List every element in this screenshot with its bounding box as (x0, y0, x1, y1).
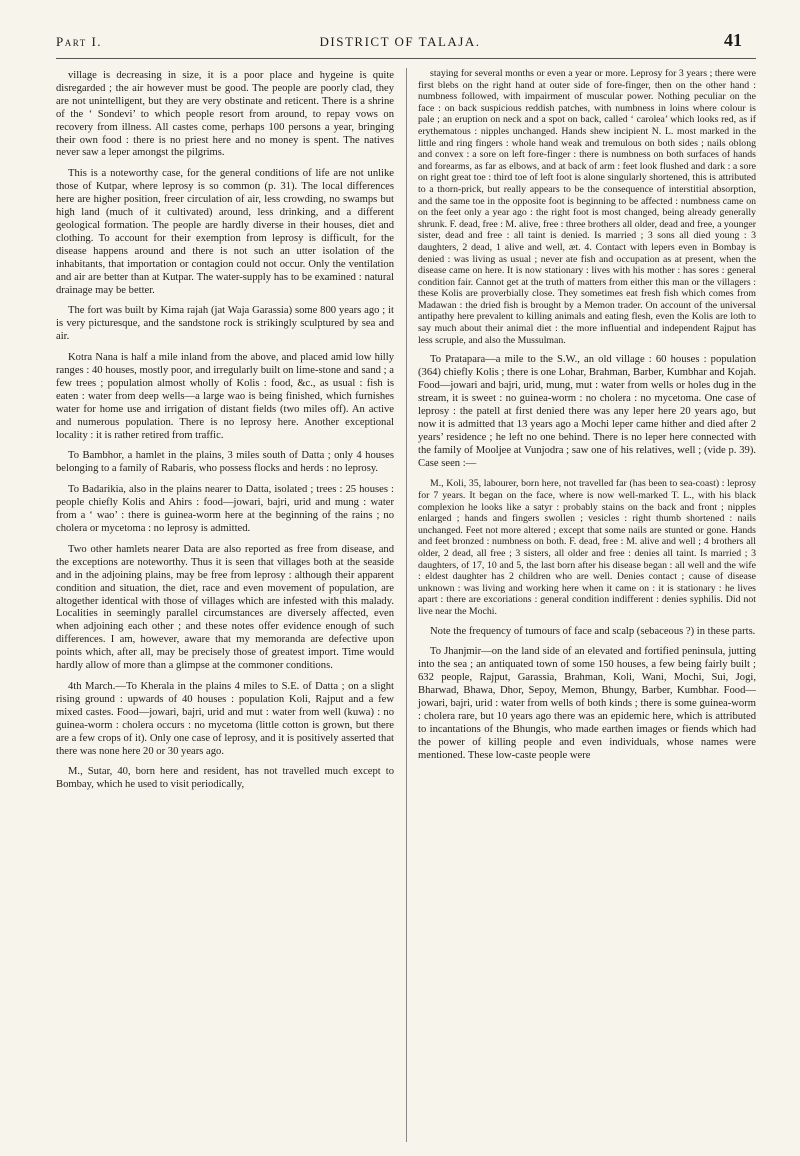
paragraph: village is decreasing in size, it is a poor place and hygeine is quite disregarded ; the air however must be good. The people are poorly clad, they are not unintelligent, but they are very obstinate and reticent. There is a shrine of the ‘ Sondevi’ to which people resort from around, to repay vows on recovery from illness. All castes come, perhaps 100 persons a year, bringing their own food : there is no priest here and no money is spent. The natives never saw a leper amongst the pilgrims. (56, 70, 394, 159)
paragraph: 4th March.—To Kherala in the plains 4 miles to S.E. of Datta ; on a slight rising ground : upwards of 40 houses : population Koli, Rajput and a few mixed castes. Food—jowari, bajri, urid and mut : water from well (kuwa) : no guinea-worm : cholera occurs : no mycetoma (little cotton is grown, but there are a few crops of it). Only one case of leprosy, and it is positively asserted that there was none here 20 or 30 years ago. (56, 680, 394, 757)
paragraph: This is a noteworthy case, for the general conditions of life are not unlike those of Kutpar, where leprosy is so common (p. 31). The local differences here are higher position, freer circulation of air, less crowding, no swamps but high land (much of it cultivated) around, less drinking, and a different geological formation. The people are hardly diverse in their houses, diet and clothing. To account for their exemption from leprosy is difficult, for the disease happens around and there is not such an utter isolation of the inhabitants, that importation or contagion could not occur. Only the ventilation and air are better than at Kutpar. The water-supply has to be examined : natural drainage may be better. (56, 168, 394, 296)
paragraph: Kotra Nana is half a mile inland from the above, and placed amid low hilly ranges : 40 houses, mostly poor, and irregularly built on lime-stone and sand ; a few trees ; population almost wholly of Kolis : food, &c., as usual : fish is eaten : water from deep wells—a large wao is being finished, which furnishes water for home use and irrigation of distant fields (two miles off). An active and numerous population. There is no leprosy here. Another exceptional locality : it is rather retired from traffic. (56, 352, 394, 441)
header-rule (56, 58, 756, 59)
page-header (56, 30, 744, 60)
paragraph: Note the frequency of tumours of face and scalp (sebaceous ?) in these parts. (430, 625, 756, 637)
left-column (56, 70, 394, 800)
page-number: 41 (724, 30, 742, 50)
paragraph: To Badarikia, also in the plains nearer to Datta, isolated ; trees : 25 houses : people chiefly Kolis and Ahirs : food—jowari, bajri, urid and mung : water from a ‘ wao’ : there is guinea-worm here at the beginning of the rains ; no cholera or mycetoma : no leprosy is admitted. (56, 484, 394, 534)
paragraph: To Bambhor, a hamlet in the plains, 3 miles south of Datta ; only 4 houses belonging to a family of Rabaris, who possess flocks and herds : no leprosy. (56, 450, 394, 475)
part-label: Part I. (56, 34, 103, 49)
paragraph: M., Sutar, 40, born here and resident, has not travelled much except to Bombay, which he used to visit periodically, (56, 766, 394, 791)
paragraph: staying for several months or even a year or more. Leprosy for 3 years ; there were first blebs on the right hand at outer side of fore-finger, then on the other hand : numbness followed, with impairment of muscular power. Nothing peculiar on the face : on back suspicious reddish patches, with numbness in loins where colour is pale ; an eruption on neck and a spot on back, called ‘ carolea’ which looks red, as if erythematous : nipples unchanged. Hands shew incipient N. L. most marked in the little and ring fingers : whole hand weak and tremulous on both sides ; nails oblong and convex : a sore on left fore-finger : there is numbness on both surfaces of hands and forearms, as far as elbows, and at back of arm : feet look flushed and dark : a sore on right great toe : third toe of left foot is alone singularly shortened, this is attributed to a thorn-prick, but really appears to be the consequence of interstitial absorption, and the same toe in the opposite foot is beginning to be affected : numbness came on on the feet only a year ago : the right foot is most changed, being already generally shrunk. F. dead, free : M. alive, free : three brothers all older, dead and free, a younger sister, dead and free : all taint is denied. Is married ; 3 sons all died young : 3 daughters, 2 dead, 1 alive and well, æt. 4. Contact with lepers even in Bombay is denied : was living as usual ; never ate fish and occupation as at present, when the disease came on here. It is now stationary : lives with his mother : has sores : general condition fair. Cannot get at the truth of matters from either this man or the villagers : these Kolis are proverbially close. They sometimes eat fresh fish which comes from Madawan : the dried fish is brought by a Memon trader. On account of the universal antipathy here prevalent to killing animals and eating flesh, even the Kolis are loth to say much about their animal diet : the more influential and independent Rajput has less scruple, and also the Mussulman. (418, 68, 756, 346)
column-divider (406, 68, 407, 1142)
paragraph: To Pratapara—a mile to the S.W., an old village : 60 houses : population (364) chiefly Kolis ; there is one Lohar, Brahman, Barber, Kumbhar and Kojah. Food—jowari and bajri, urid, mung, mut : water from wells or holes dug in the stream, it is sweet : no guinea-worm : no cholera : no mycetoma. One case of leprosy : the patell at first denied there was any leper here 20 years ago, but now it is admitted that 13 years ago a Mochi leper came hither and died after 2 years’ residence ; he left no one behind. There is no leper here connected with the family of Mooljee at Vunjodra ; saw one of his relatives, well ; (vide p. 39). Case seen :— (418, 354, 756, 469)
paragraph: Two other hamlets nearer Data are also reported as free from disease, and the exceptions are noteworthy. Thus it is seen that villages both at the seaside and in the adjoining plains, may be free from leprosy : although their apparent condition and situation, the diet, race and even movement of population, are altogether identical with those of villages which are infested with this malady. Localities in seemingly parallel circumstances are diversely affected, even when adjoining each other ; and these notes offer evidence enough of such differences. I am, however, aware that my memoranda are defective upon points which, after all, may be precisely those of greatest import. Time would hardly allow of more than a glimpse at the commoner conditions. (56, 543, 394, 672)
right-column (418, 70, 756, 771)
paragraph: The fort was built by Kima rajah (jat Waja Garassia) some 800 years ago ; it is very picturesque, and the sandstone rock is strikingly sculptured by sea and air. (56, 305, 394, 343)
paragraph: To Jhanjmir—on the land side of an elevated and fortified peninsula, jutting into the sea ; an antiquated town of some 150 houses, a few being fairly built ; 632 people, Rajput, Garassia, Brahman, Koli, Wani, Mochi, Sui, Jogi, Bharwad, Bhawa, Dhor, Sepoy, Memon, Bhungy, Barber, Kumbhar. Food—jowari, bajri, urid : water from wells of both kinds ; there is some guinea-worm : cholera rare, but 10 years ago there was an epidemic here, which is attributed to incantations of the Bhungis, who made earthen images or fiends which had the power of killing people and even individuals, whose names were mentioned. These low-caste people were (418, 646, 756, 761)
page-title: DISTRICT OF TALAJA. (319, 34, 481, 49)
paragraph: M., Koli, 35, labourer, born here, not travelled far (has been to sea-coast) : leprosy for 7 years. It began on the face, where is now well-marked T. L., with his black complexion he looks like a satyr : probably stains on the back and front ; nipples enlarged ; hands and fingers swollen ; vesicles : right thumb shortened : nails unchanged. Feet not more altered ; except that some nails are stunted or gone. Hands and feet bronzed : numbness on both. F. dead, free : M. alive and well ; 4 brothers all older, 2 dead, all free ; 3 sisters, all older and free : denies all taint. Is married ; 3 daughters, of 17, 10 and 5, the last born after his disease began : all well and the wife : eldest daughter has 2 children who are well. Denies contact ; cause of disease unknown : was living and working here when it came on : it is stationary : he lives apart : there are excoriations : general condition indifferent : denies syphilis. Did not live near the Mochi. (418, 478, 756, 617)
